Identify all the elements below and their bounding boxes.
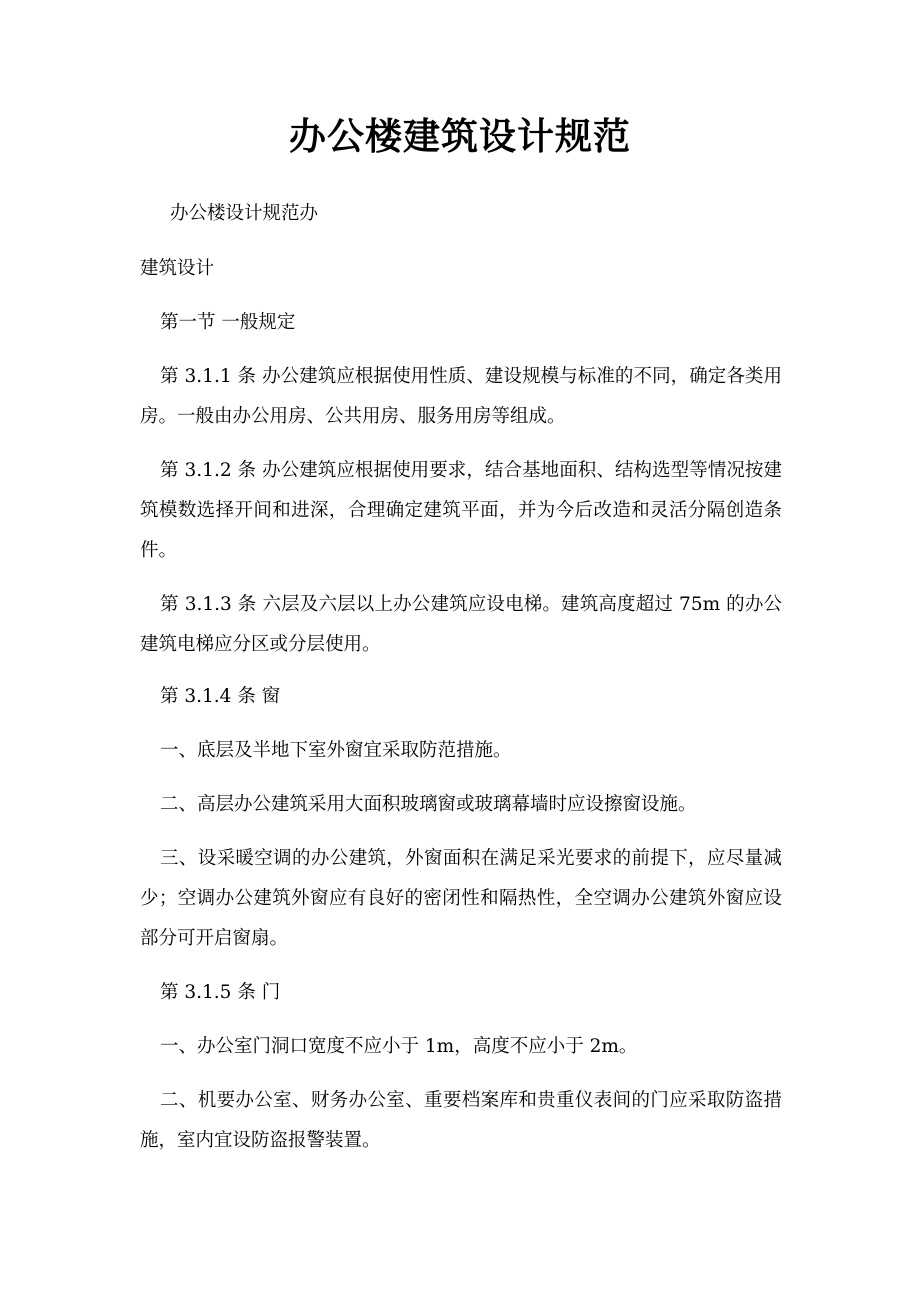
paragraph-article-3-1-3: 第 3.1.3 条 六层及六层以上办公建筑应设电梯。建筑高度超过 75m 的办公建筑电梯应分区或分层使用。: [140, 594, 782, 655]
paragraph-door-item-1: 一、办公室门洞口宽度不应小于 1m，高度不应小于 2m。: [160, 1036, 638, 1057]
paragraph-window-item-2: 二、高层办公建筑采用大面积玻璃窗或玻璃幕墙时应设擦窗设施。: [160, 794, 697, 815]
paragraph-article-3-1-4: 第 3.1.4 条 窗: [160, 686, 281, 707]
paragraph-article-3-1-2: 第 3.1.2 条 办公建筑应根据使用要求，结合基地面积、结构选型等情况按建筑模数选择开间和进深，合理确定建筑平面，并为今后改造和灵活分隔创造条件。: [140, 460, 782, 561]
paragraph-section-heading: 第一节 一般规定: [160, 312, 296, 333]
paragraph-window-item-3: 三、设采暖空调的办公建筑，外窗面积在满足采光要求的前提下，应尽量减少；空调办公建筑外窗应有良好的密闭性和隔热性，全空调办公建筑外窗应设部分可开启窗扇。: [140, 848, 782, 949]
paragraph-window-item-1: 一、底层及半地下室外窗宜采取防范措施。: [160, 740, 512, 761]
paragraph-article-3-1-1: 第 3.1.1 条 办公建筑应根据使用性质、建设规模与标准的不同，确定各类用房。一般由办公用房、公共用房、服务用房等组成。: [140, 366, 782, 427]
paragraph-article-3-1-5: 第 3.1.5 条 门: [160, 982, 281, 1003]
document-title: 办公楼建筑设计规范: [289, 114, 631, 158]
paragraph-door-item-2: 二、机要办公室、财务办公室、重要档案库和贵重仪表间的门应采取防盗措施，室内宜设防盗报警装置。: [140, 1090, 782, 1151]
paragraph-heading-architecture: 建筑设计: [140, 258, 215, 279]
paragraph-intro: 办公楼设计规范办: [170, 203, 319, 224]
